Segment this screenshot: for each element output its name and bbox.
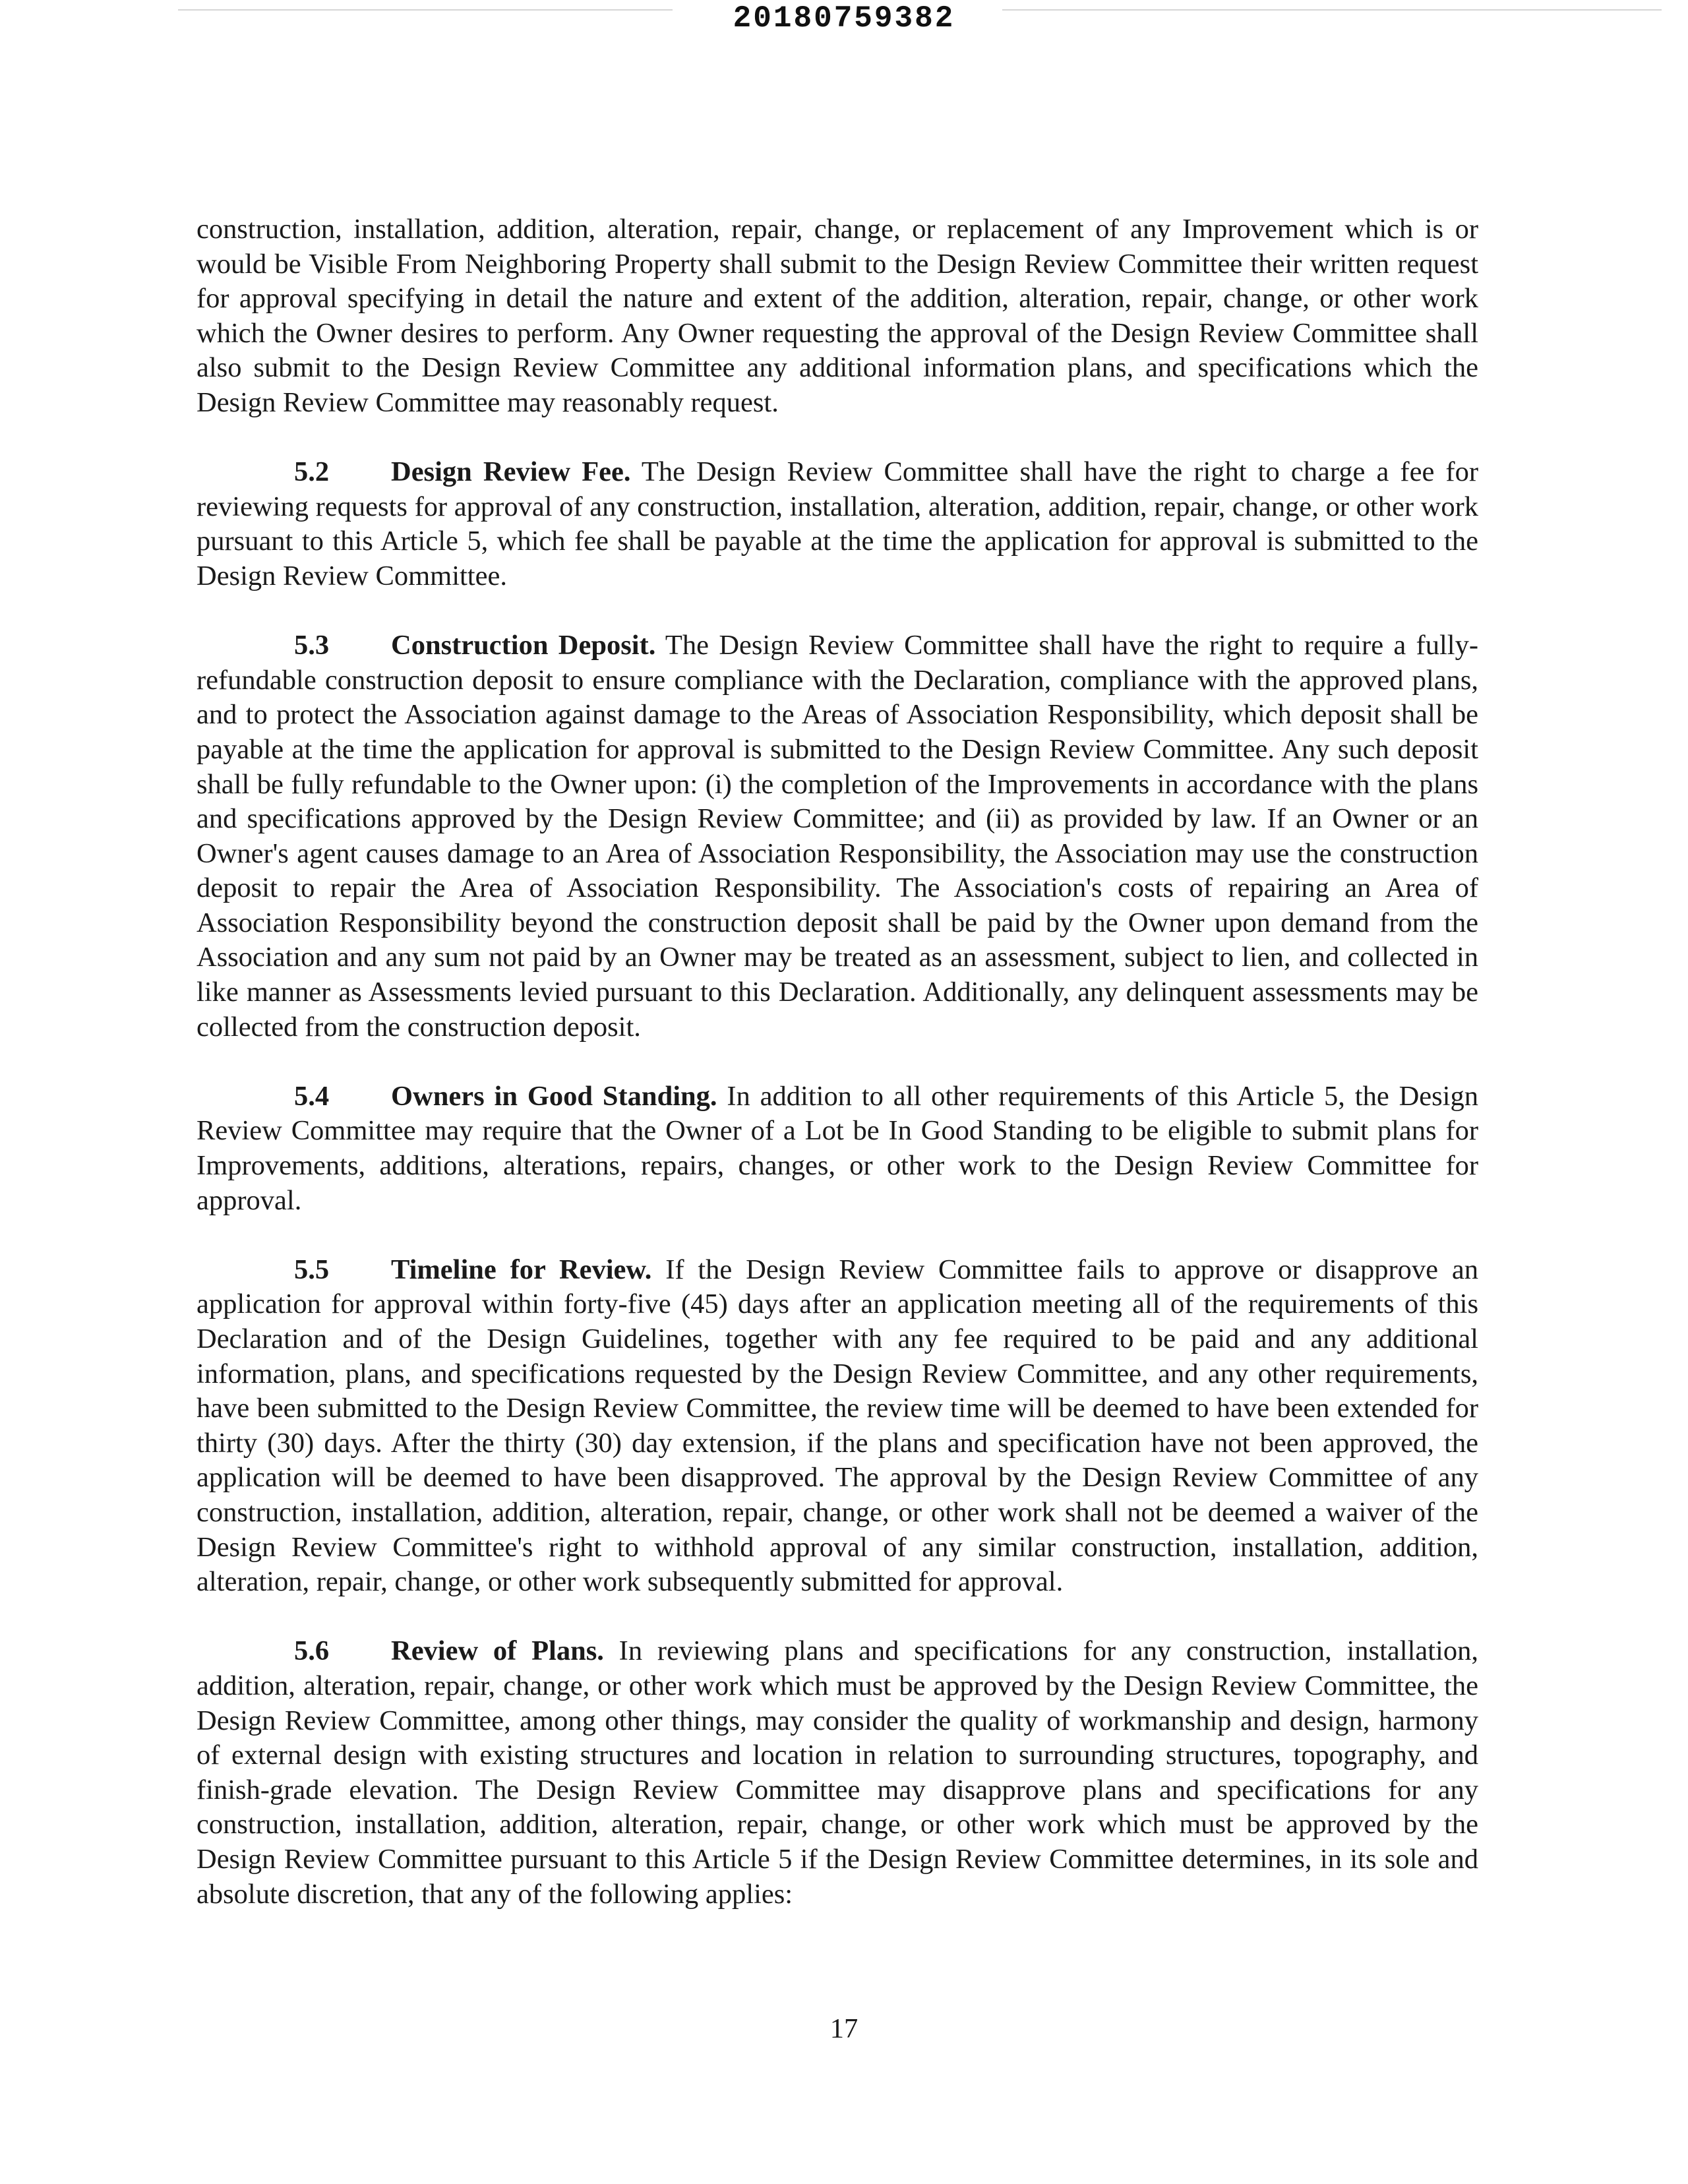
section-title: Review of Plans. [391,1635,604,1667]
section-5-5 [196,1253,1478,1600]
section-title: Timeline for Review. [391,1254,652,1285]
section-5-6 [196,1634,1478,1912]
section-text: If the Design Review Committee fails to approve or disapprove an application for approval within forty-five (45) days after an application meeting all of the requirements of this Declaration and of the Design Guidelines, together with any fee required to be paid and any additional information, plans, and specifications requested by the Design Review Committee, and any other requirements, have been submitted to the Design Review Committee, the review time will be deemed to have been extended for thirty (30) days. After the thirty (30) day extension, if the plans and specification have not been approved, the application will be deemed to have been disapproved. The approval by the Design Review Committee of any construction, installation, addition, alteration, repair, change, or other work shall not be deemed a waiver of the Design Review Committee's right to withhold approval of any similar construction, installation, addition, alteration, repair, change, or other work subsequently submitted for approval. [196,1254,1478,1598]
section-text: The Design Review Committee shall have the right to charge a fee for reviewing requests for approval of any construction, installation, alteration, addition, repair, change, or other work pursuant to this Article 5, which fee shall be payable at the time the application for approval is submitted to the Design Review Committee. [196,456,1478,592]
document-body [196,212,1478,1912]
intro-paragraph: construction, installation, addition, alteration, repair, change, or replacement of any Improvement which is or would be Visible From Neighboring Property shall submit to the Design Review Committee their written request for approval specifying in detail the nature and extent of the addition, alteration, repair, change, or other work which the Owner desires to perform. Any Owner requesting the approval of the Design Review Committee shall also submit to the Design Review Committee any additional information plans, and specifications which the Design Review Committee may reasonably request. [196,214,1478,418]
section-5-2 [196,455,1478,593]
section-5-4 [196,1079,1478,1218]
section-number: 5.4 [294,1080,330,1112]
section-number: 5.6 [294,1635,330,1667]
section-text: The Design Review Committee shall have the right to require a fully-refundable construction deposit to ensure compliance with the Declaration, compliance with the approved plans, and to protect the Association against damage to the Areas of Association Responsibility, which deposit shall be payable at the time the application for approval is submitted to the Design Review Committee. Any such deposit shall be fully refundable to the Owner upon: (i) the completion of the Improvements in accordance with the plans and specifications approved by the Design Review Committee; and (ii) as provided by law. If an Owner or an Owner's agent causes damage to an Area of Association Responsibility, the Association may use the construction deposit to repair the Area of Association Responsibility. The Association's costs of repairing an Area of Association Responsibility beyond the construction deposit shall be paid by the Owner upon demand from the Association and any sum not paid by an Owner may be treated as an assessment, subject to lien, and collected in like manner as Assessments levied pursuant to this Declaration. Additionally, any delinquent assessments may be collected from the construction deposit. [196,630,1478,1043]
section-text: In addition to all other requirements of this Article 5, the Design Review Committee may require that the Owner of a Lot be In Good Standing to be eligible to submit plans for Improvements, additions, alterations, repairs, changes, or other work to the Design Review Committee for approval. [196,1080,1478,1216]
section-number: 5.2 [294,456,330,488]
section-title: Design Review Fee. [391,456,631,488]
section-number: 5.3 [294,630,330,661]
section-title: Owners in Good Standing. [391,1080,717,1112]
document-number: 20180759382 [733,1,955,36]
section-5-3 [196,628,1478,1045]
page-number: 17 [829,2013,859,2044]
section-number: 5.5 [294,1254,330,1285]
section-title: Construction Deposit. [391,630,656,661]
section-text: In reviewing plans and specifications for any construction, installation, addition, alteration, repair, change, or other work which must be approved by the Design Review Committee, the Design Review Committee, among other things, may consider the quality of workmanship and design, harmony of external design with existing structures and location in relation to surrounding structures, topography, and finish-grade elevation. The Design Review Committee may disapprove plans and specifications for any construction, installation, addition, alteration, repair, change, or other work which must be approved by the Design Review Committee pursuant to this Article 5 if the Design Review Committee determines, in its sole and absolute discretion, that any of the following applies: [196,1635,1478,1910]
